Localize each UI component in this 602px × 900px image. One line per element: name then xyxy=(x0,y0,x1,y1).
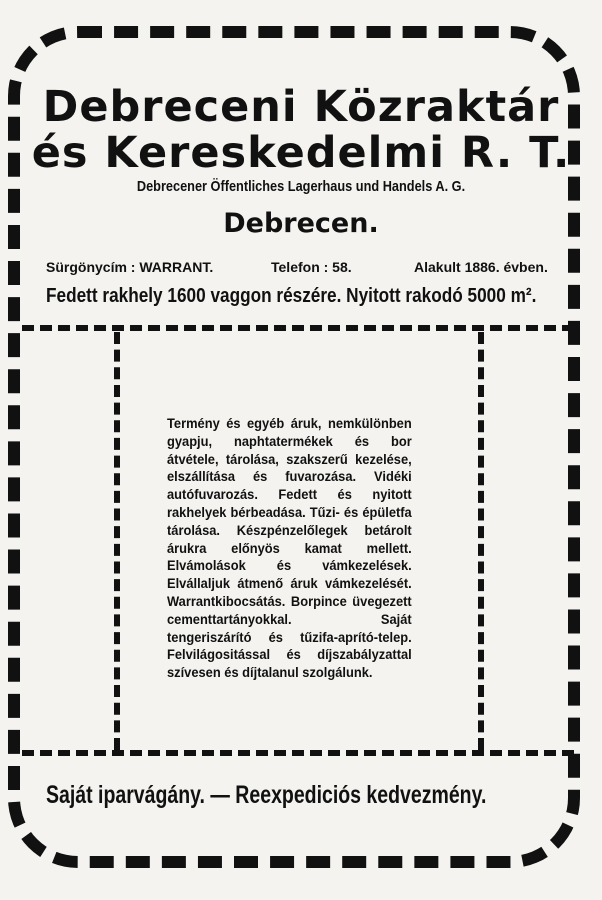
city-name: Debrecen. xyxy=(223,208,379,239)
right-dashed-divider xyxy=(478,332,484,750)
phone-number: Telefon : 58. xyxy=(271,259,352,275)
lower-dashed-divider xyxy=(22,750,574,756)
storage-capacity: Fedett rakhely 1600 vaggon részére. Nyitott rakodó 5000 m². xyxy=(46,285,537,307)
founded-year: Alakult 1886. évben. xyxy=(414,259,548,275)
telegram-address: Sürgönycím : WARRANT. xyxy=(46,259,214,275)
company-title-line-1: Debreceni Közraktár xyxy=(42,82,560,132)
upper-dashed-divider xyxy=(22,325,574,331)
services-description: Termény és egyéb áruk, nemkülönben gyapju, naphtatermékek és bor átvétele, tárolása, szakszerű kezelése, elszállítása és fuvarozása. Vidéki autófuvarozás. Fedett és nyitott rakhelyek bérbeadása. Tűzi- és épületfa tárolása. Készpénzelőlegek betárolt árukra előnyös kamat mellett. Elvámolások és vámkezelések. Elvállaljuk átmenő áruk vámkezelését. Warrantkibocsátás. Borpince üvegezett cementtartányokkal. Saját tengeriszárító és tűzifa-aprító-telep. Felvilágositással és díjszabályzattal szívesen és díjtalanul szolgálunk. xyxy=(167,415,412,681)
company-title-line-2: és Kereskedelmi R. T. xyxy=(31,128,571,178)
left-dashed-divider xyxy=(114,332,120,750)
german-company-name: Debrecener Öffentliches Lagerhaus und Handels A. G. xyxy=(136,178,466,195)
footer-slogan: Saját iparvágány. — Reexpediciós kedvezmény. xyxy=(46,781,487,809)
